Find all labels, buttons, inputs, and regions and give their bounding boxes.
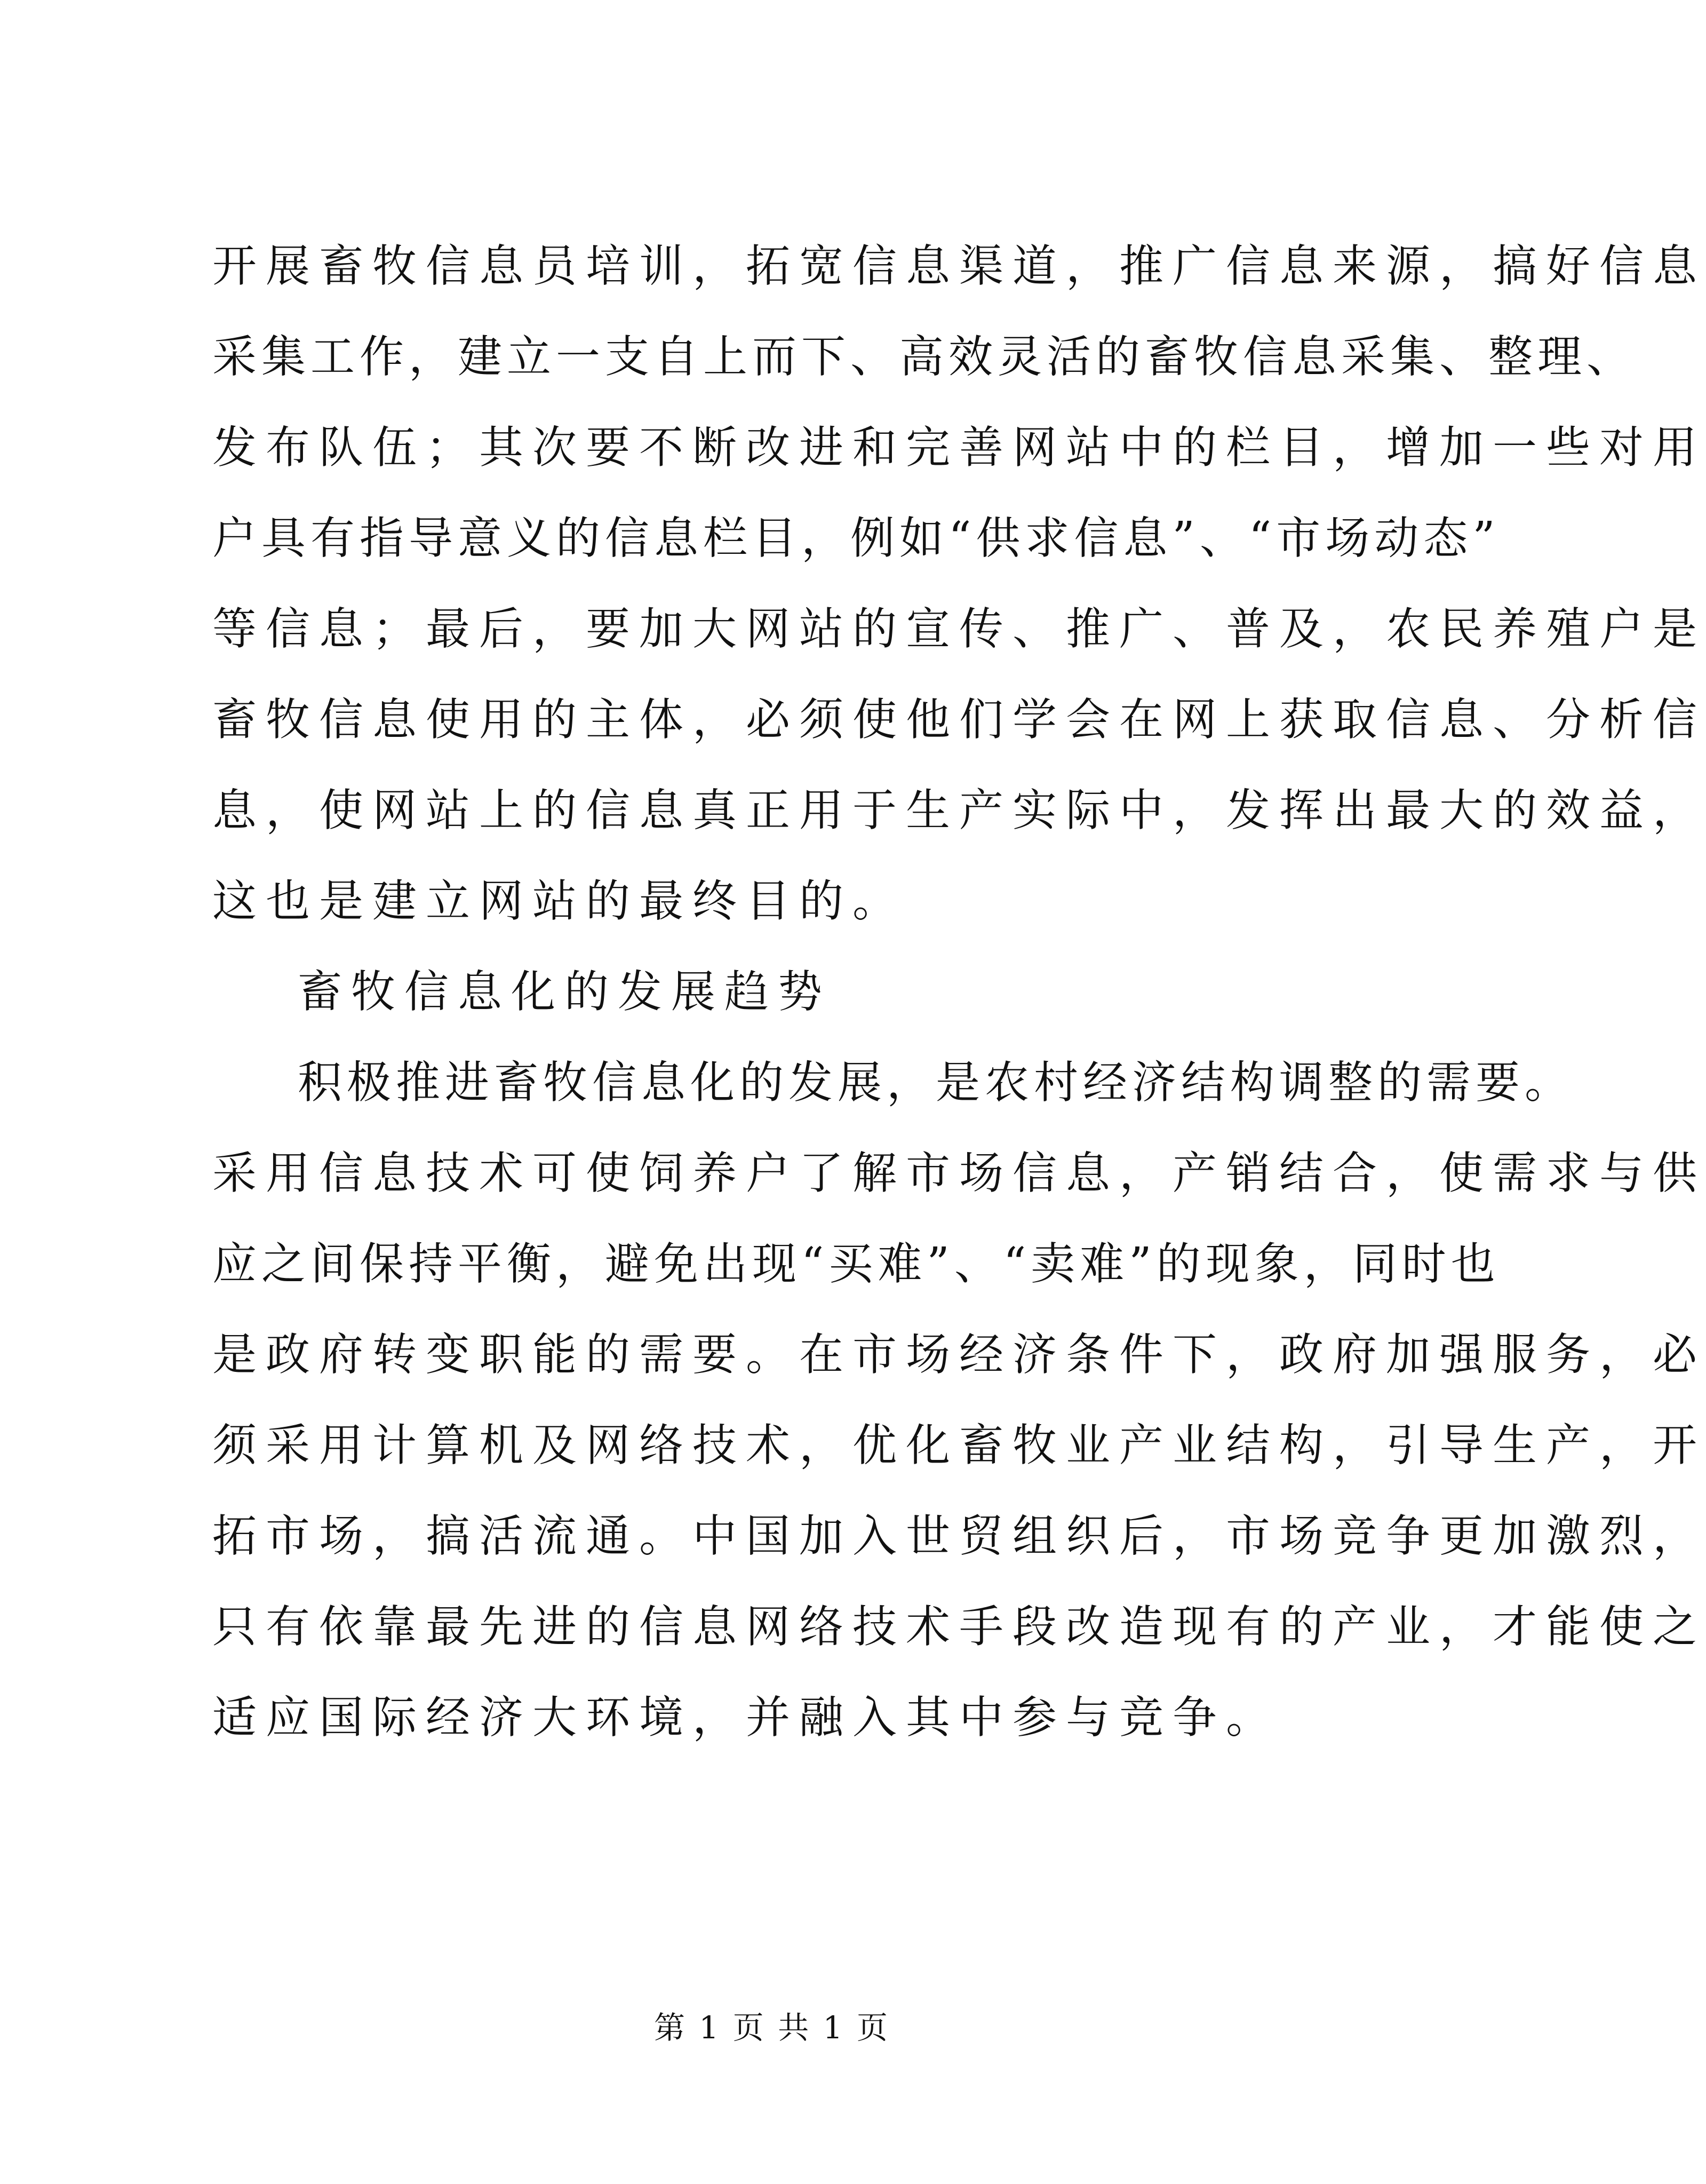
text-line: 是政府转变职能的需要。在市场经济条件下，政府加强服务，必 xyxy=(212,1329,1706,1380)
body-text xyxy=(212,240,1706,1785)
text-line: 积极推进畜牧信息化的发展，是农村经济结构调整的需要。 xyxy=(298,1057,1574,1108)
text-line: 这也是建立网站的最终目的。 xyxy=(212,875,906,927)
text-line: 畜牧信息使用的主体，必须使他们学会在网上获取信息、分析信 xyxy=(212,694,1706,745)
text-line: 应之间保持平衡，避免出现“买难”、“卖难”的现象，同时也 xyxy=(212,1238,1500,1290)
text-line: 适应国际经济大环境，并融入其中参与竞争。 xyxy=(212,1691,1279,1743)
text-line: 须采用计算机及网络技术，优化畜牧业产业结构，引导生产，开 xyxy=(212,1419,1706,1471)
page-number-footer: 第 1 页 共 1 页 xyxy=(654,2010,890,2046)
text-line: 采集工作，建立一支自上而下、高效灵活的畜牧信息采集、整理、 xyxy=(212,331,1636,383)
text-line: 息，使网站上的信息真正用于生产实际中，发挥出最大的效益， xyxy=(212,784,1706,836)
text-line: 只有依靠最先进的信息网络技术手段改造现有的产业，才能使之 xyxy=(212,1601,1706,1653)
text-line: 发布队伍；其次要不断改进和完善网站中的栏目，增加一些对用 xyxy=(212,422,1706,473)
text-line: 开展畜牧信息员培训，拓宽信息渠道，推广信息来源，搞好信息 xyxy=(212,240,1706,292)
text-line: 采用信息技术可使饲养户了解市场信息，产销结合，使需求与供 xyxy=(212,1147,1706,1199)
text-line: 等信息；最后，要加大网站的宣传、推广、普及，农民养殖户是 xyxy=(212,603,1706,655)
text-line: 拓市场，搞活流通。中国加入世贸组织后，市场竞争更加激烈， xyxy=(212,1510,1706,1562)
text-line: 户具有指导意义的信息栏目，例如“供求信息”、“市场动态” xyxy=(212,512,1500,564)
section-heading: 畜牧信息化的发展趋势 xyxy=(298,966,831,1018)
